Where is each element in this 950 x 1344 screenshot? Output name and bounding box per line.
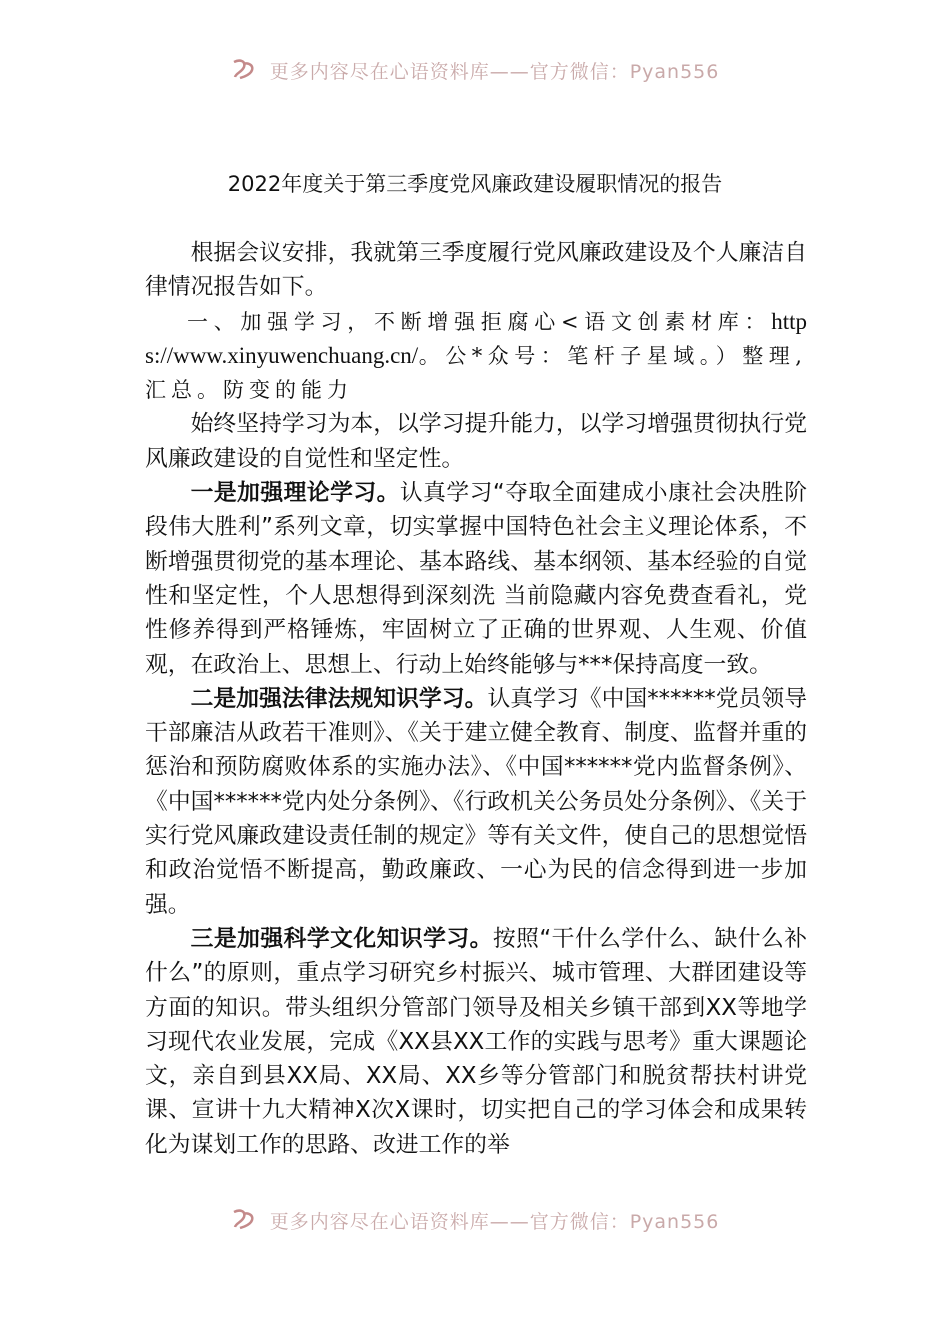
item-2-lead: 二是加强法律法规知识学习。: [190, 685, 488, 712]
watermark-logo-icon: [231, 1208, 257, 1236]
item-3-paragraph: [145, 922, 807, 1162]
item-1-text: 认真学习“夺取全面建成小康社会决胜阶段伟大胜利”系列文章，切实掌握中国特色社会主义理论体系，不断增强贯彻党的基本理论、基本路线、基本纲领、基本经验的自觉性和坚定性，个人思想得到深刻洗 当前隐藏内容免费查看礼，党性修养得到严格锤炼，牢固树立了正确的世界观、人生观、价值观，在政治上、思想上、行动上始终能够与***保持高度一致。: [145, 480, 808, 678]
item-1-paragraph: [145, 476, 807, 682]
watermark-logo-icon: [231, 58, 257, 86]
source-url-link[interactable]: https://www.xinyuwenchuang.cn/: [145, 308, 807, 368]
watermark-header: [0, 58, 950, 86]
section-1-body: 始终坚持学习为本，以学习提升能力，以学习增强贯彻执行党风廉政建设的自觉性和坚定性。: [145, 411, 807, 472]
watermark-footer: [0, 1208, 950, 1236]
watermark-text: 更多内容尽在心语资料库——官方微信：Pyan556: [269, 61, 720, 83]
intro-paragraph: 根据会议安排，我就第三季度履行党风廉政建设及个人廉洁自律情况报告如下。: [145, 240, 807, 301]
document-title: 2022年度关于第三季度党风廉政建设履职情况的报告: [227, 172, 723, 196]
item-2-paragraph: [145, 682, 807, 922]
item-3-text: 按照“干什么学什么、缺什么补什么”的原则，重点学习研究乡村振兴、城市管理、大群团建设等方面的知识。带头组织分管部门领导及相关乡镇干部到XX等地学习现代农业发展，完成《XX县XX工作的实践与思考》重大课题论文，亲自到县XX局、XX局、XX乡等分管部门和脱贫帮扶村讲党课、宣讲十九大精神X次X课时，切实把自己的学习体会和成果转化为谋划工作的思路、改进工作的举: [145, 925, 807, 1158]
section-heading-1-prefix: 一、加强学习，不断增强拒腐心<语文创素材库：: [187, 309, 772, 334]
item-1-lead: 一是加强理论学习。: [190, 480, 400, 507]
item-2-text: 认真学习《中国******党员领导干部廉洁从政若干准则》、《关于建立健全教育、制度、监督并重的惩治和预防腐败体系的实施办法》、《中国******党内监督条例》、《中国******党内处分条例》、《行政机关公务员处分条例》、《关于实行党风廉政建设责任制的规定》等有关文件，使自己的思想觉悟和政治觉悟不断提高，勤政廉政、一心为民的信念得到进一步加强。: [145, 685, 808, 918]
watermark-text: 更多内容尽在心语资料库——官方微信：Pyan556: [269, 1211, 720, 1233]
section-heading-1: [145, 305, 807, 408]
item-3-lead: 三是加强科学文化知识学习。: [190, 925, 493, 952]
document-body: [145, 236, 807, 1162]
section-heading-1-suffix: 。公*众号：笔杆子星域。）整理,汇总。防变的能力: [145, 343, 807, 403]
